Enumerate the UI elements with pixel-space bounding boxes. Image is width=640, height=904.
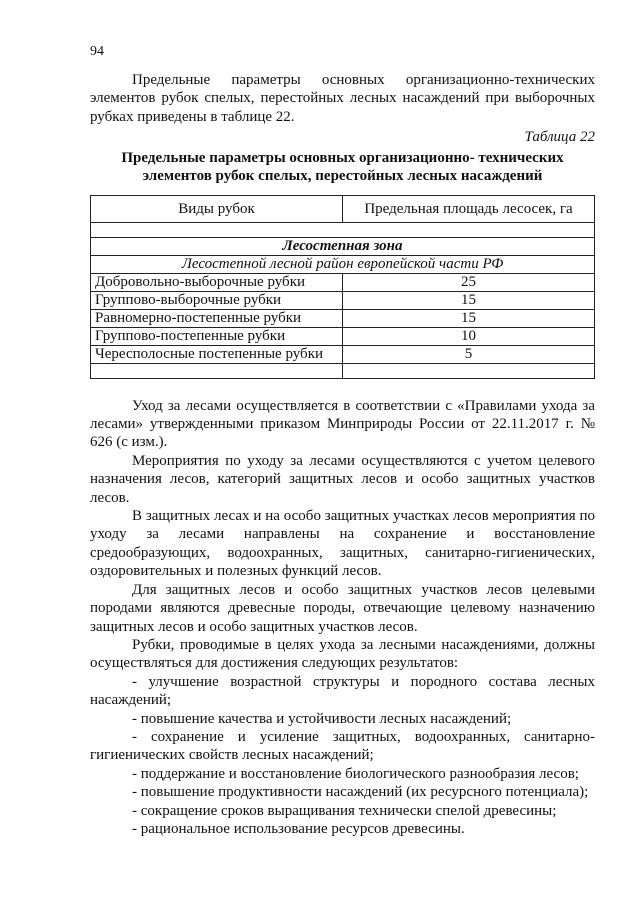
cut-type: Добровольно-выборочные рубки <box>91 273 343 291</box>
paragraph-care-rules: Уход за лесами осуществляется в соответствии с «Правилами ухода за лесами» утвержденными приказом Минприроды России от 22.11.2017 г. № 626 (с изм.). <box>90 397 595 451</box>
table-empty-row <box>91 363 595 378</box>
table-row <box>91 291 595 309</box>
table-zone-row <box>91 237 595 255</box>
table-region-row <box>91 255 595 273</box>
cut-type: Чересполосные постепенные рубки <box>91 345 343 363</box>
table-title: Предельные параметры основных организационно- технических элементов рубок спелых, перестойных лесных насаждений <box>121 149 564 184</box>
page-number: 94 <box>90 44 104 59</box>
cut-type: Группово-выборочные рубки <box>91 291 343 309</box>
limits-table <box>90 195 595 379</box>
table-spacer-row <box>91 222 595 237</box>
list-item: - повышение качества и устойчивости лесных насаждений; <box>132 710 512 727</box>
paragraph-protective-forests: В защитных лесах и на особо защитных участках лесов мероприятия по уходу за лесами направлены на сохранение и восстановление средообразующих, водоохранных, защитных, санитарно-гигиенических, оздоровительных и полезных функций лесов. <box>90 508 595 580</box>
list-item: - рациональное использование ресурсов древесины. <box>132 820 465 837</box>
max-area: 10 <box>343 327 595 345</box>
header-cut-type: Виды рубок <box>91 195 343 222</box>
max-area: 5 <box>343 345 595 363</box>
paragraph-cutting-goals: Рубки, проводимые в целях ухода за лесными насаждениями, должны осуществляться для достижения следующих результатов: <box>90 636 595 672</box>
max-area: 15 <box>343 291 595 309</box>
table-row <box>91 309 595 327</box>
table-row <box>91 327 595 345</box>
intro-paragraph: Предельные параметры основных организационно-технических элементов рубок спелых, перестойных лесных насаждений при выборочных рубках приведены в таблице 22. <box>90 72 595 125</box>
region-label: Лесостепной лесной район европейской части РФ <box>91 255 595 273</box>
document-body <box>90 71 595 838</box>
cut-type: Равномерно-постепенные рубки <box>91 309 343 327</box>
table-row <box>91 273 595 291</box>
results-list <box>90 673 595 839</box>
list-item: - сокращение сроков выращивания технически спелой древесины; <box>132 802 557 819</box>
table-header-row <box>91 195 595 222</box>
table-label: Таблица 22 <box>524 129 595 146</box>
list-item: - сохранение и усиление защитных, водоохранных, санитарно-гигиенических свойств лесных насаждений; <box>90 728 595 764</box>
table-row <box>91 345 595 363</box>
max-area: 25 <box>343 273 595 291</box>
paragraph-measures: Мероприятия по уходу за лесами осуществляются с учетом целевого назначения лесов, категорий защитных лесов и особо защитных участков лесов. <box>90 452 595 506</box>
paragraph-target-species: Для защитных лесов и особо защитных участков лесов целевыми породами являются древесные породы, отвечающие целевому назначению защитных лесов и особо защитных участков лесов. <box>90 581 595 635</box>
cut-type: Группово-постепенные рубки <box>91 327 343 345</box>
max-area: 15 <box>343 309 595 327</box>
list-item: - поддержание и восстановление биологического разнообразия лесов; <box>132 765 579 782</box>
zone-label: Лесостепная зона <box>91 237 595 255</box>
header-max-area: Предельная площадь лесосек, га <box>343 195 595 222</box>
list-item: - улучшение возрастной структуры и породного состава лесных насаждений; <box>90 673 595 709</box>
list-item: - повышение продуктивности насаждений (их ресурсного потенциала); <box>132 784 589 801</box>
